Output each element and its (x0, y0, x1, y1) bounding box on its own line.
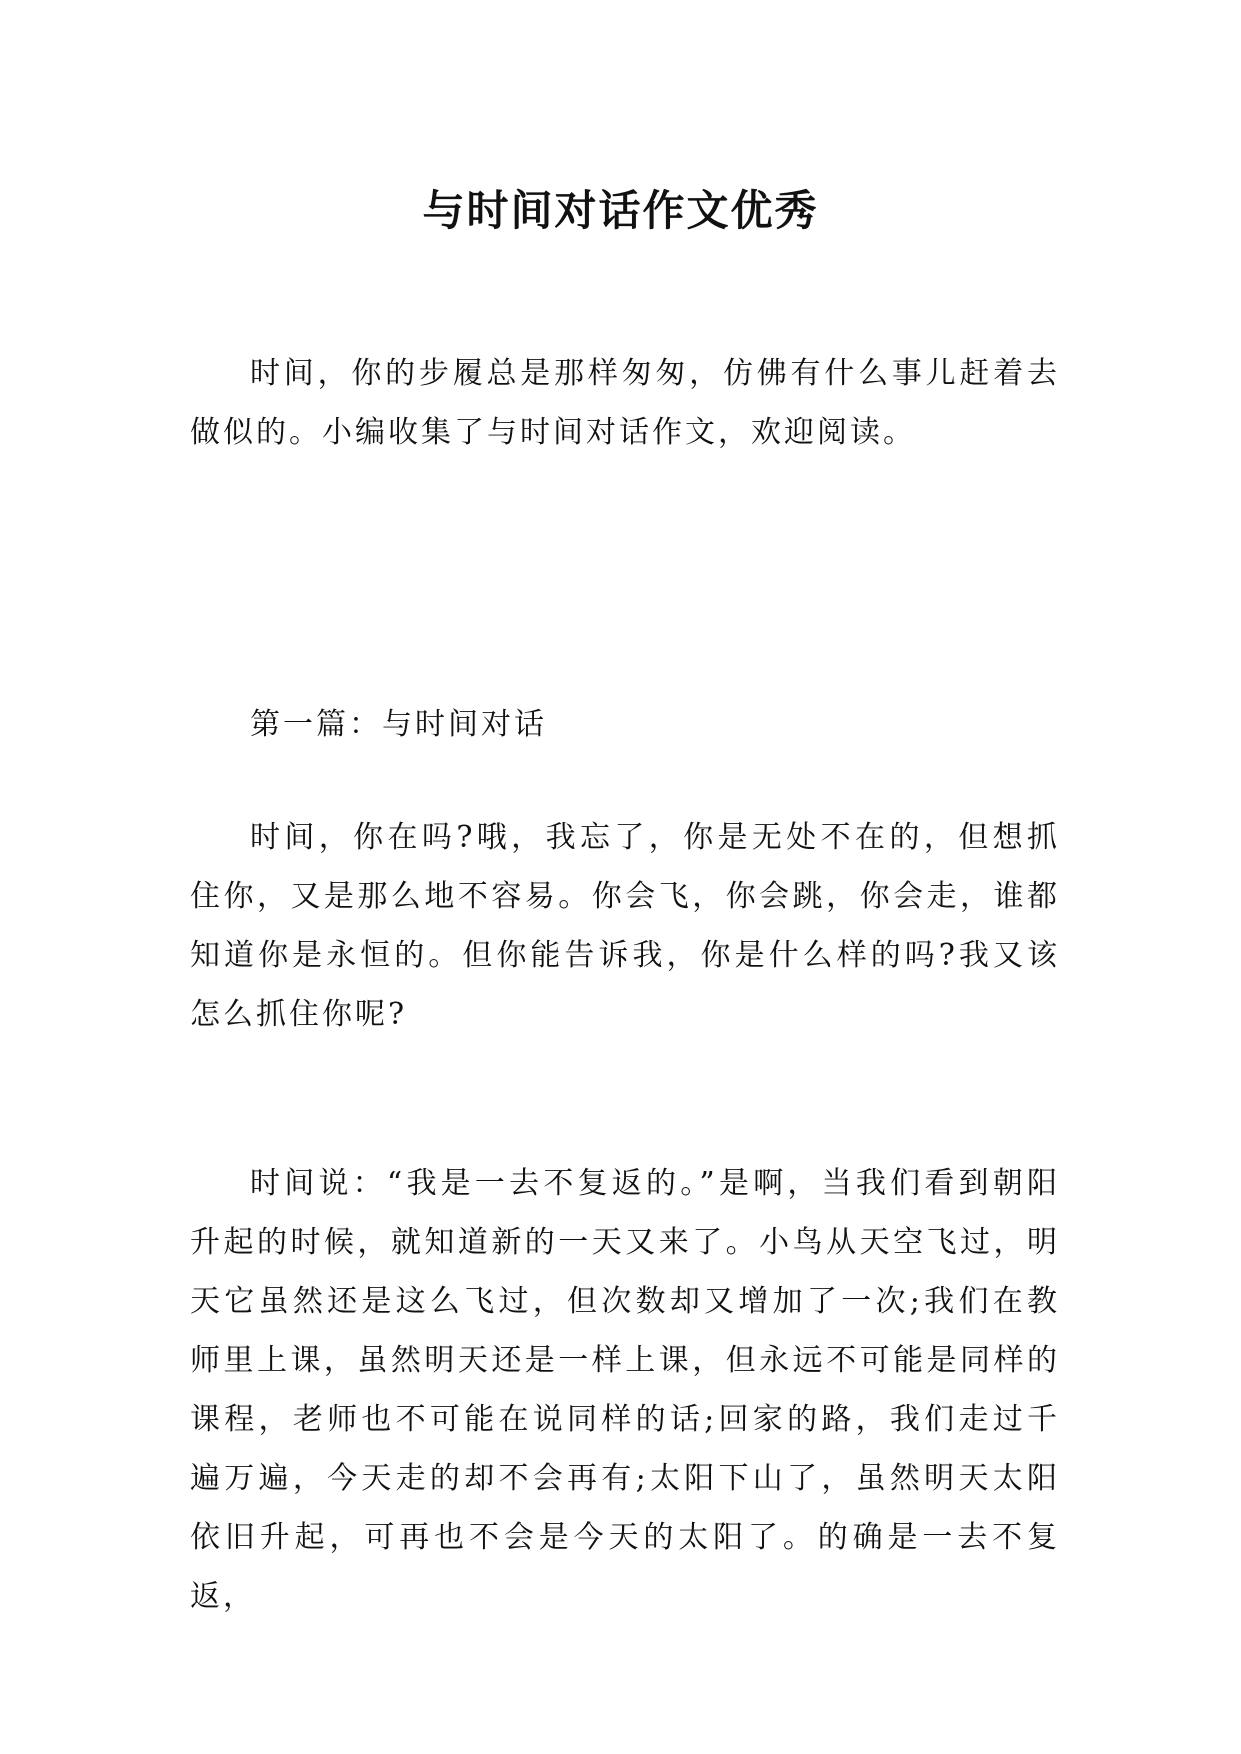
body-paragraph: 时间，你在吗?哦，我忘了，你是无处不在的，但想抓住你，又是那么地不容易。你会飞，你会跳，你会走，谁都知道你是永恒的。但你能告诉我，你是什么样的吗?我又该怎么抓住你呢? (190, 820, 1060, 1032)
body-paragraph: 时间说：“我是一去不复返的。”是啊，当我们看到朝阳升起的时候，就知道新的一天又来了。小鸟从天空飞过，明天它虽然还是这么飞过，但次数却又增加了一次;我们在教师里上课，虽然明天还是一样上课，但永远不可能是同样的课程，老师也不可能在说同样的话;回家的路，我们走过千遍万遍，今天走的却不会再有;太阳下山了，虽然明天太阳依旧升起，可再也不会是今天的太阳了。的确是一去不复返， (190, 1166, 1060, 1614)
section-heading: 第一篇：与时间对话 (250, 707, 547, 742)
document-title: 与时间对话作文优秀 (422, 186, 819, 236)
intro-paragraph: 时间，你的步履总是那样匆匆，仿佛有什么事儿赶着去做似的。小编收集了与时间对话作文，欢迎阅读。 (190, 356, 1060, 450)
